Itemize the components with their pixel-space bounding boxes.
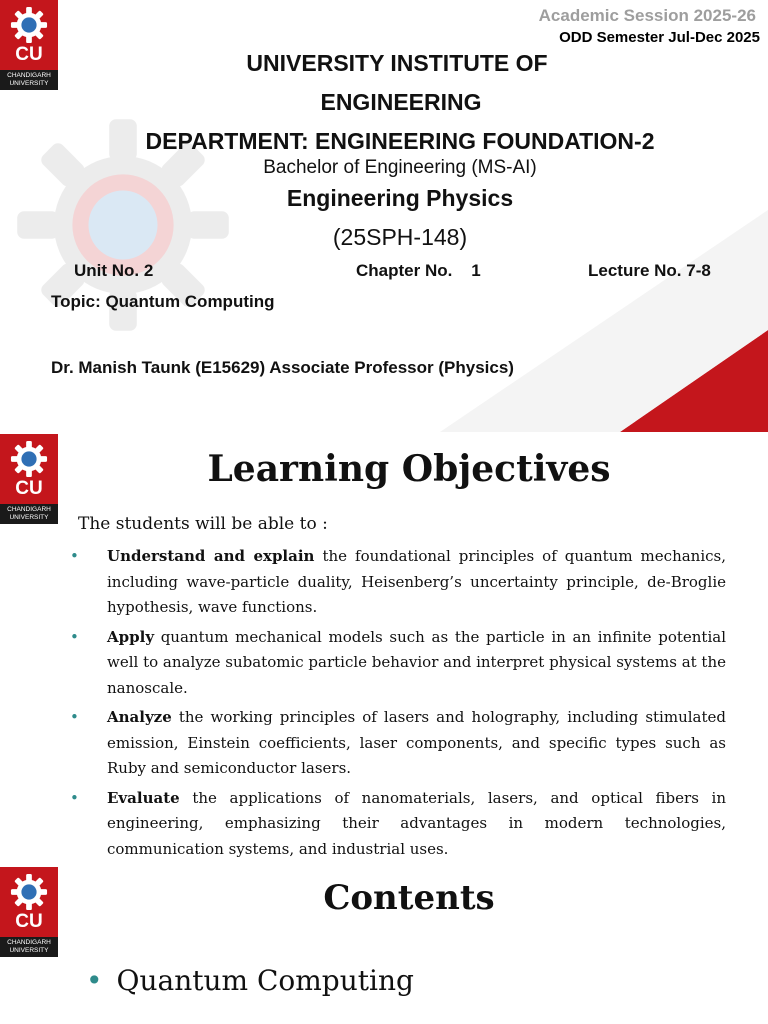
academic-session: Academic Session 2025-26: [538, 6, 756, 25]
logo-university-name: CHANDIGARH UNIVERSITY: [0, 504, 58, 524]
chapter-number: Chapter No. 1: [356, 261, 481, 280]
programme-name: Bachelor of Engineering (MS-AI): [263, 157, 537, 178]
intro-text: The students will be able to :: [78, 514, 328, 534]
bullet-icon: •: [70, 708, 79, 726]
list-item: • Evaluate the applications of nanomaterials, lasers, and optical fibers in engineering, emphasizing their advantages in modern technologies, communication systems, and industrial uses.: [70, 786, 726, 863]
logo-cu-text: CU: [15, 478, 43, 499]
contents-slide: [0, 864, 768, 1024]
institute-line1: UNIVERSITY INSTITUTE OF: [246, 50, 548, 76]
logo-cu-text: CU: [15, 911, 43, 932]
lecture-number: Lecture No. 7-8: [588, 261, 711, 280]
logo-university-name: CHANDIGARH UNIVERSITY: [0, 937, 58, 957]
institute-line2: ENGINEERING: [320, 89, 482, 115]
title-slide: [0, 0, 768, 432]
bullet-icon: •: [70, 788, 79, 807]
subject-name: Engineering Physics: [286, 185, 514, 211]
bullet-icon: •: [70, 547, 79, 565]
slide-title: Learning Objectives: [207, 448, 611, 490]
list-item: • Apply quantum mechanical models such as the particle in an infinite potential well to analyze subatomic particle behavior and interpret physical systems at the nanoscale.: [70, 625, 726, 702]
list-item: • Understand and explain the foundational principles of quantum mechanics, including wave-particle duality, Heisenberg’s uncertainty principle, de-Broglie hypothesis, wave functions.: [70, 544, 726, 621]
logo-cu-text: CU: [15, 44, 43, 65]
objectives-list: [70, 544, 726, 864]
topic-label: Topic: Quantum Computing: [51, 292, 275, 311]
list-item: • Analyze the working principles of lasers and holography, including stimulated emission, Einstein coefficients, laser components, and specific types such as Ruby and semiconductor lasers.: [70, 705, 726, 782]
faculty-name: Dr. Manish Taunk (E15629) Associate Professor (Physics): [51, 358, 514, 377]
semester-label: ODD Semester Jul-Dec 2025: [559, 29, 760, 46]
gear-icon: [10, 6, 48, 44]
learning-objectives-slide: [0, 432, 768, 864]
slide-title: Contents: [323, 878, 495, 918]
bullet-icon: •: [70, 627, 79, 646]
unit-number: Unit No. 2: [74, 261, 154, 280]
department-name: DEPARTMENT: ENGINEERING FOUNDATION-2: [145, 128, 655, 154]
list-item: • Quantum Computing: [86, 964, 414, 997]
bullet-icon: •: [86, 964, 103, 997]
logo-university-name: CHANDIGARH UNIVERSITY: [0, 70, 58, 90]
course-code: (25SPH-148): [332, 224, 468, 250]
